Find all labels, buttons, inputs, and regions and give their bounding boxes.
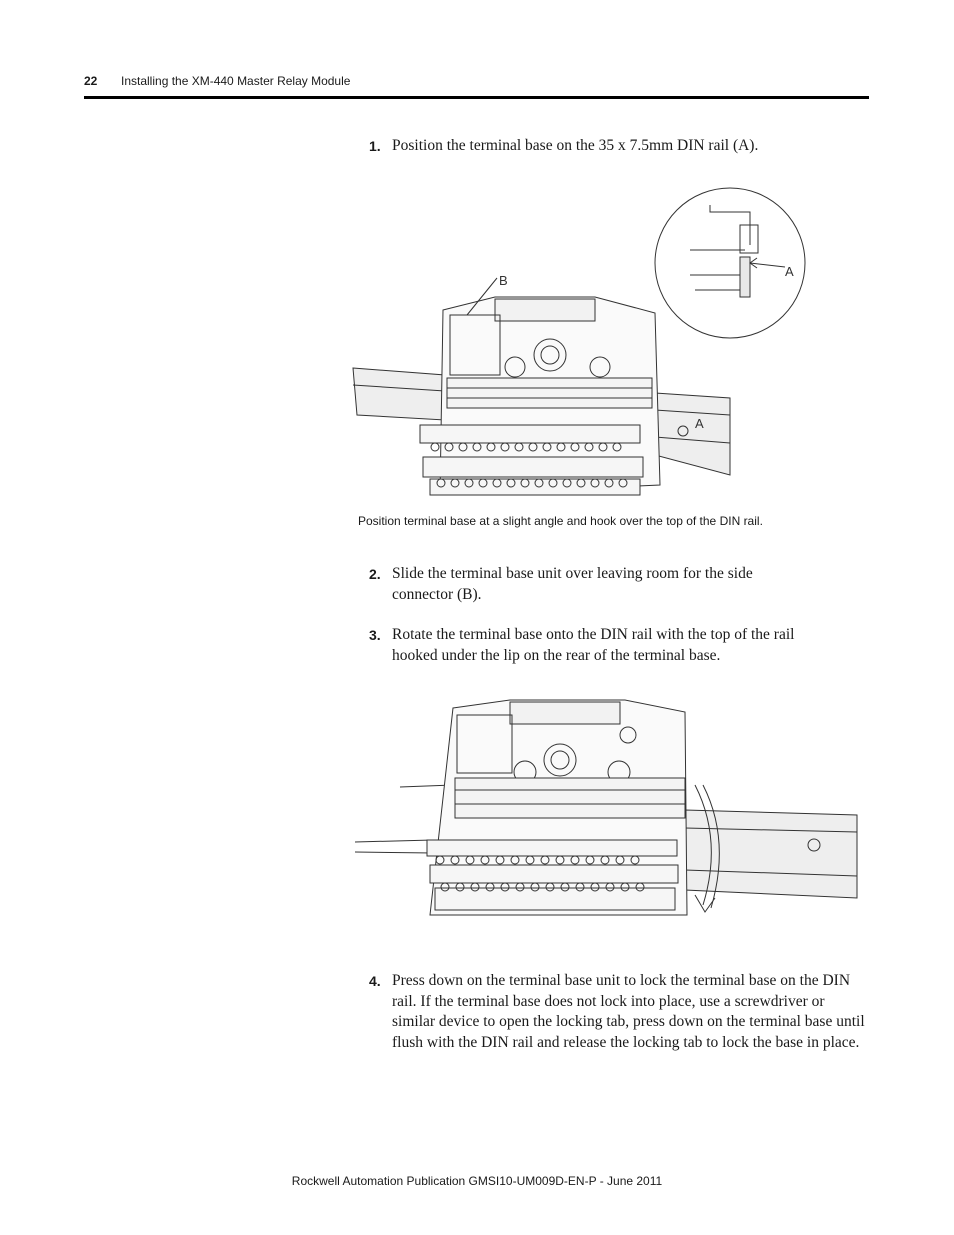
step-number: 4.: [369, 973, 381, 989]
header-rule: [84, 96, 869, 99]
step-4: [369, 971, 869, 1053]
step-text: Position the terminal base on the 35 x 7.5mm DIN rail (A).: [392, 137, 759, 154]
figure-caption: Position terminal base at a slight angle and hook over the top of the DIN rail.: [358, 514, 763, 528]
running-title: Installing the XM-440 Master Relay Module: [121, 74, 351, 88]
step-1: [369, 136, 869, 157]
page-header: [84, 72, 869, 98]
terminal-base: [420, 297, 660, 495]
step-2: [369, 564, 789, 605]
terminal-base: [427, 700, 687, 915]
step-text: Rotate the terminal base onto the DIN rail with the top of the rail hooked under the lip on the rear of the terminal base.: [392, 626, 795, 664]
step-3: [369, 625, 839, 666]
page-number: 22: [84, 74, 98, 88]
label-a-detail: A: [785, 264, 794, 279]
label-b: B: [499, 273, 508, 288]
step-text: Slide the terminal base unit over leaving room for the side connector (B).: [392, 565, 753, 603]
step-number: 2.: [369, 566, 381, 582]
detail-circle: [655, 188, 805, 338]
step-number: 1.: [369, 138, 381, 154]
label-a-rail: A: [695, 416, 704, 431]
step-number: 3.: [369, 627, 381, 643]
figure-din-rail-rotate: [345, 690, 865, 925]
step-text: Press down on the terminal base unit to lock the terminal base on the DIN rail. If the terminal base does not lock into place, use a screwdriver or similar device to open the locking tab, press down on the terminal base until flush with the DIN rail and release the locking tab to lock the base in place.: [392, 972, 865, 1051]
page-footer: Rockwell Automation Publication GMSI10-UM009D-EN-P - June 2011: [291, 1174, 663, 1188]
figure-din-rail-hook: [345, 185, 815, 510]
